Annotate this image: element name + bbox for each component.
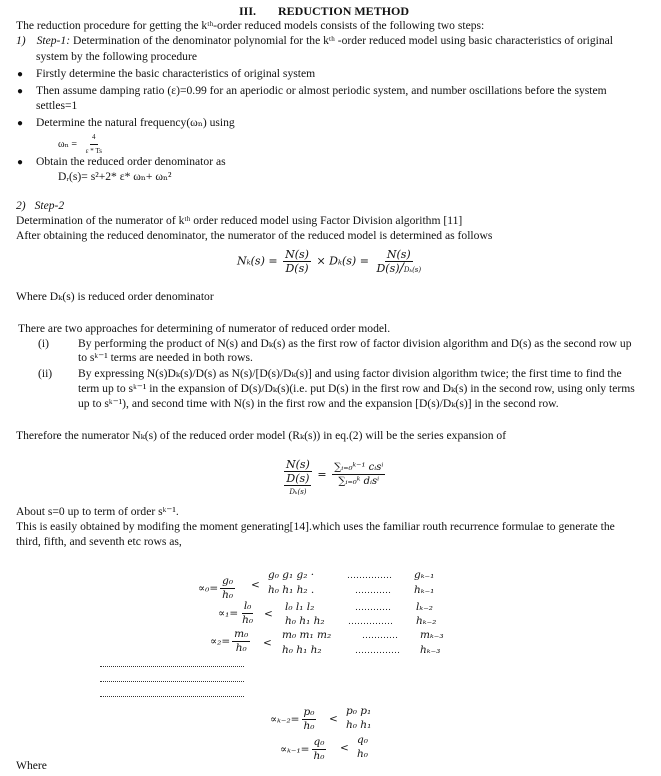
- alpha-k1: ∝ₖ₋₁=: [280, 743, 310, 756]
- alpha1-label: [218, 600, 257, 627]
- equation-series: N(s) D(s) Dₖ(s) = $\frac{\text{∑ᵢ₌₀ᵏ⁻¹ cᵢsⁱ}}{\text{∑ᵢ₌₀ᵏ dᵢsⁱ}}$: [282, 458, 387, 499]
- h-k-2: hₖ₋₂: [416, 615, 437, 627]
- bullet-dot-icon: ●: [17, 86, 24, 97]
- alpha-k1-label: [280, 736, 328, 763]
- approach-ii-line3: up to sᵏ⁻¹), and second time with N(s) in the first row and the expansion [D(s)/Dₖ(s)] in the second row.: [78, 397, 559, 410]
- moment-text-line2: third, fifth, and seventh etc rows as,: [16, 535, 182, 548]
- step1-label: Step-1:: [36, 34, 71, 47]
- h-k-1: hₖ₋₁: [414, 584, 435, 596]
- eq-series-d: D(s): [286, 472, 310, 485]
- bullet-dot-icon: ●: [17, 118, 24, 129]
- eq-nk-n2: N(s): [386, 248, 411, 261]
- dots-6: ……………: [355, 645, 400, 655]
- row-h-5: h₀: [357, 748, 368, 760]
- row-h-1: h₀ h₁ h₂ .: [268, 584, 315, 596]
- dots-5: …………: [362, 630, 398, 640]
- eq-series-rhs-num: ∑ᵢ₌₀ᵏ⁻¹ cᵢsⁱ: [334, 462, 384, 473]
- bullet-2-line1: Then assume damping ratio (ε)=0.99 for an aperiodic or almost periodic system, and number oscillations before the system: [36, 84, 607, 97]
- step1-text: Determination of the denominator polynomial for the kᵗʰ -order reduced model using basic characteristics of original: [70, 34, 614, 47]
- approach-ii-line1: By expressing N(s)Dₖ(s)/D(s) as N(s)/[D(s)/Dₖ(s)] and using factor division algorithm twice; the first time to find the: [78, 367, 622, 380]
- row-l: l₀ l₁ l₂: [285, 601, 315, 613]
- less-than-5: <: [340, 742, 349, 754]
- row-m: m₀ m₁ m₂: [282, 629, 332, 641]
- dots-4: ……………: [348, 616, 393, 626]
- eq-nk-times: × Dₖ(s) =: [316, 254, 369, 268]
- row-p: p₀ p₁: [346, 705, 372, 717]
- bullet-2-line2: settles=1: [36, 99, 78, 112]
- equation-numerator: Nₖ(s) = $\frac{N(s)}{D(s)}$ × Dₖ(s) = $\frac{N(s)}{\text{D(s)/Dₖ(s)}}$: [237, 248, 422, 276]
- dots-2: …………: [355, 585, 391, 595]
- dots-3: …………: [355, 602, 391, 612]
- alpha2-label: [210, 628, 252, 655]
- alpha1-den: h₀: [242, 614, 254, 626]
- eq-wn-num: 4: [90, 131, 98, 145]
- less-than-4: <: [329, 713, 338, 725]
- about-text: About s=0 up to term of order sᵏ⁻¹.: [16, 505, 179, 518]
- alpha0-num: g₀: [222, 575, 234, 587]
- alpha-k2-label: [270, 706, 318, 733]
- intro-text: The reduction procedure for getting the kᵗʰ-order reduced models consists of the following two steps:: [16, 19, 485, 32]
- eq-nk-d2: D(s): [376, 262, 400, 275]
- alpha-k1-num: q₀: [313, 736, 325, 748]
- eq-wn-lhs: ωₙ =: [58, 138, 78, 150]
- eq-series-rhs-den: ∑ᵢ₌₀ᵏ dᵢsⁱ: [338, 476, 380, 487]
- row-h-3: h₀ h₁ h₂: [282, 644, 322, 656]
- alpha0: ∝₀=: [198, 582, 219, 595]
- moment-text-line1: This is easily obtained by modifing the moment generating[14].which uses the familiar routh recurrence formulae to generate the: [16, 520, 615, 533]
- section-heading: [239, 4, 409, 19]
- section-title: REDUCTION METHOD: [278, 4, 410, 18]
- row-h-4: h₀ h₁: [346, 719, 372, 731]
- alpha1: ∝₁=: [218, 607, 239, 620]
- approach-i-marker: (i): [38, 337, 49, 350]
- step1-marker: 1): [16, 34, 26, 47]
- step2-heading: [16, 199, 64, 214]
- alpha-k2-num: p₀: [303, 706, 315, 718]
- step2-line1: Determination of the numerator of kᵗʰ order reduced model using Factor Division algorithm [11]: [16, 214, 463, 227]
- row-g: g₀ g₁ g₂ ·: [268, 569, 315, 581]
- approaches-intro: There are two approaches for determining of numerator of reduced order model.: [18, 322, 391, 335]
- alpha0-den: h₀: [222, 589, 234, 601]
- dotted-line: [100, 681, 244, 682]
- g-k-1: gₖ₋₁: [414, 569, 435, 581]
- eq-nk-d3: Dₖ(s): [403, 266, 422, 274]
- alpha1-num: l₀: [243, 600, 252, 612]
- alpha2-den: h₀: [235, 642, 247, 654]
- approach-ii-line2: term up to sᵏ⁻¹ in the expansion of D(s)/Dₖ(s)(i.e. put D(s) in the first row and Dₖ(s) in the second row, using only terms: [78, 382, 635, 395]
- step2-marker: 2): [16, 199, 26, 212]
- dotted-line: [100, 666, 244, 667]
- eq-series-n: N(s): [286, 458, 310, 471]
- approach-ii-marker: (ii): [38, 367, 53, 380]
- bullet-1: Firstly determine the basic characteristics of original system: [36, 67, 316, 80]
- alpha-k2: ∝ₖ₋₂=: [270, 713, 300, 726]
- section-number: III.: [239, 4, 257, 18]
- m-k-3: mₖ₋₃: [420, 629, 444, 641]
- alpha2-num: m₀: [234, 628, 249, 640]
- l-k-2: lₖ₋₂: [416, 601, 433, 613]
- step1-line1: [16, 34, 613, 49]
- eq-series-dk: Dₖ(s): [289, 488, 307, 496]
- eq-nk-d1: D(s): [285, 262, 309, 275]
- where-dk: Where Dₖ(s) is reduced order denominator: [16, 290, 214, 303]
- approach-i-line1: By performing the product of N(s) and Dₖ(s) as the first row of factor division algorithm and D(s) as the second row up: [78, 337, 632, 350]
- where-text: Where: [16, 759, 47, 772]
- step2-line2: After obtaining the reduced denominator, the numerator of the reduced model is determined as follows: [16, 229, 493, 242]
- approach-i-line2: to sᵏ⁻¹ terms are needed in both rows.: [78, 351, 253, 364]
- bullet-dot-icon: ●: [17, 157, 24, 168]
- eq-nk-n1: N(s): [285, 248, 309, 261]
- step2-label: Step-2: [34, 199, 65, 212]
- row-q: q₀: [357, 734, 368, 746]
- less-than-2: <: [264, 608, 273, 620]
- alpha0-label: [198, 575, 237, 602]
- dotted-line: [100, 696, 244, 697]
- eq-nk-lhs: Nₖ(s) =: [237, 254, 278, 268]
- therefore-text: Therefore the numerator Nₖ(s) of the reduced order model (Rₖ(s)) in eq.(2) will be the series expansion of: [16, 429, 507, 442]
- bullet-3: Determine the natural frequency(ωₙ) using: [36, 116, 235, 129]
- less-than-1: <: [251, 579, 260, 591]
- eq-wn-den: ε * Ts: [85, 147, 103, 155]
- dots-1: ……………: [347, 570, 392, 580]
- alpha-k1-den: h₀: [313, 750, 325, 762]
- alpha-k2-den: h₀: [303, 720, 315, 732]
- alpha2: ∝₂=: [210, 635, 231, 648]
- less-than-3: <: [263, 637, 272, 649]
- row-h-2: h₀ h₁ h₂: [285, 615, 325, 627]
- bullet-4: Obtain the reduced order denominator as: [36, 155, 226, 168]
- h-k-3: hₖ₋₃: [420, 644, 441, 656]
- equation-natural-frequency: [58, 131, 106, 158]
- equation-reduced-denominator: Dᵣ(s)= s²+2* ε* ωₙ+ ωₙ²: [58, 170, 172, 183]
- step1-line2: system by the following procedure: [36, 50, 197, 63]
- bullet-dot-icon: ●: [17, 69, 24, 80]
